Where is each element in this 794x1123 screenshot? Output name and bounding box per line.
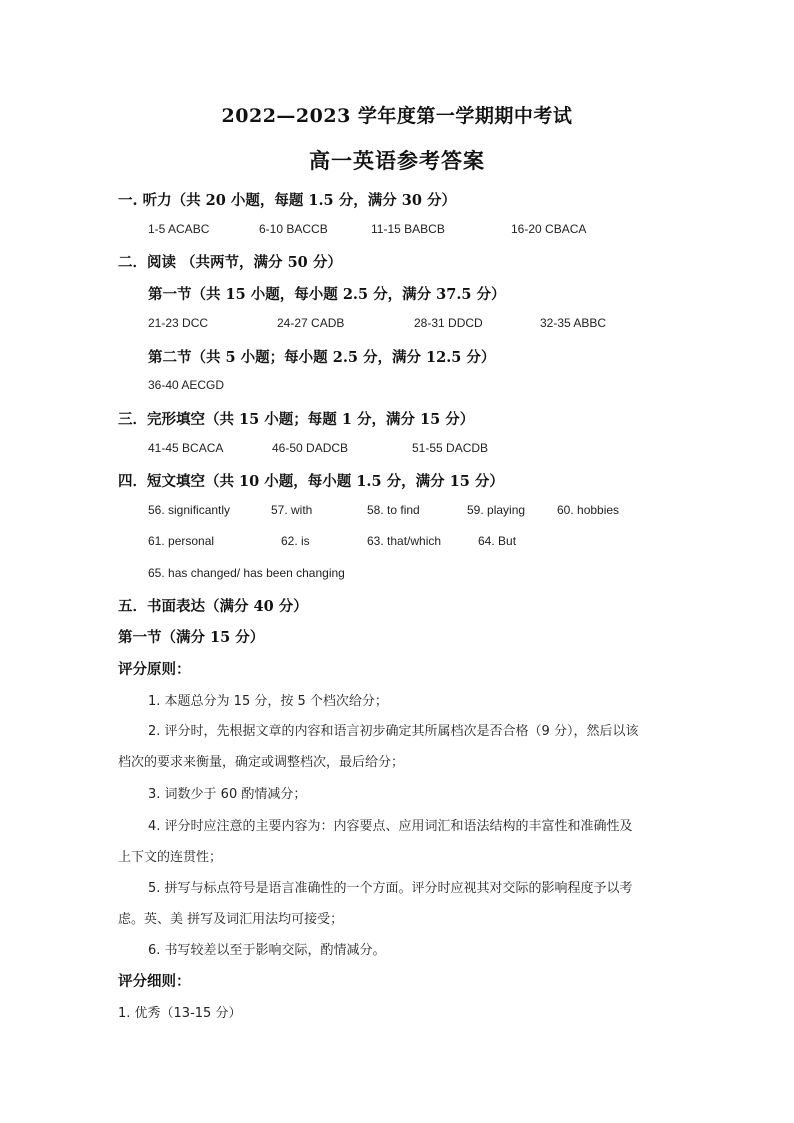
answer-group: 41-45 BCACA <box>148 441 224 455</box>
writing-part1-heading: 第一节（满分 15 分） <box>118 629 265 646</box>
section-reading-heading: 二．阅读 （共两节，满分 50 分） <box>118 254 342 271</box>
scoring-details-heading: 评分细则： <box>118 973 191 990</box>
answer-item: 62. is <box>281 534 310 548</box>
principle-item-continued: 档次的要求来衡量，确定或调整档次，最后给分； <box>118 755 405 770</box>
answer-item: 59. playing <box>467 503 526 517</box>
answer-group: 24-27 CADB <box>277 316 345 330</box>
section-writing-heading: 五．书面表达（满分 40 分） <box>118 598 308 615</box>
answer-group: 16-20 CBACA <box>511 222 587 236</box>
principle-item: 5. 拼写与标点符号是语言准确性的一个方面。评分时应视其对交际的影响程度予以考 <box>148 881 633 896</box>
section-cloze-heading: 三．完形填空（共 15 小题；每题 1 分，满分 15 分） <box>118 411 475 428</box>
answer-item: 56. significantly <box>148 503 231 517</box>
answer-item: 61. personal <box>148 534 215 548</box>
principle-item: 3. 词数少于 60 酌情减分； <box>148 787 307 802</box>
answer-group: 21-23 DCC <box>148 316 209 330</box>
detail-item: 1. 优秀（13-15 分） <box>118 1006 242 1021</box>
answer-group: 32-35 ABBC <box>540 316 607 330</box>
section-listening-heading: 一. 听力（共 20 小题，每题 1.5 分，满分 30 分） <box>118 192 456 209</box>
principle-item: 2. 评分时，先根据文章的内容和语言初步确定其所属档次是否合格（9 分），然后以该 <box>148 724 639 739</box>
answer-key-title: 高一英语参考答案 <box>309 148 485 173</box>
answer-item: 63. that/which <box>367 534 442 548</box>
answer-item: 58. to find <box>367 503 420 517</box>
answer-group: 46-50 DADCB <box>272 441 349 455</box>
answer-item: 64. But <box>478 534 517 548</box>
answer-group: 6-10 BACCB <box>259 222 328 236</box>
answer-group: 36-40 AECGD <box>148 378 225 392</box>
answer-group: 11-15 BABCB <box>371 222 445 236</box>
reading-part1-heading: 第一节（共 15 小题，每小题 2.5 分，满分 37.5 分） <box>148 286 506 303</box>
principle-item-continued: 上下文的连贯性； <box>118 850 223 865</box>
answer-item: 57. with <box>271 503 313 517</box>
answer-item: 60. hobbies <box>557 503 620 517</box>
principle-item: 6. 书写较差以至于影响交际，酌情减分。 <box>148 943 386 958</box>
exam-title: 2022—2023 学年度第一学期期中考试 <box>221 105 573 127</box>
principle-item: 1. 本题总分为 15 分，按 5 个档次给分； <box>148 694 388 709</box>
answer-group: 1-5 ACABC <box>148 222 210 236</box>
principle-item-continued: 虑。英、美 拼写及词汇用法均可接受； <box>118 912 344 927</box>
scoring-principles-heading: 评分原则： <box>118 661 191 678</box>
section-fill-in-heading: 四．短文填空（共 10 小题，每小题 1.5 分，满分 15 分） <box>118 473 504 490</box>
answer-item: 65. has changed/ has been changing <box>148 566 345 580</box>
reading-part2-heading: 第二节（共 5 小题；每小题 2.5 分，满分 12.5 分） <box>148 349 496 366</box>
principle-item: 4. 评分时应注意的主要内容为：内容要点、应用词汇和语法结构的丰富性和准确性及 <box>148 819 633 834</box>
answer-group: 28-31 DDCD <box>414 316 483 330</box>
answer-group: 51-55 DACDB <box>412 441 489 455</box>
